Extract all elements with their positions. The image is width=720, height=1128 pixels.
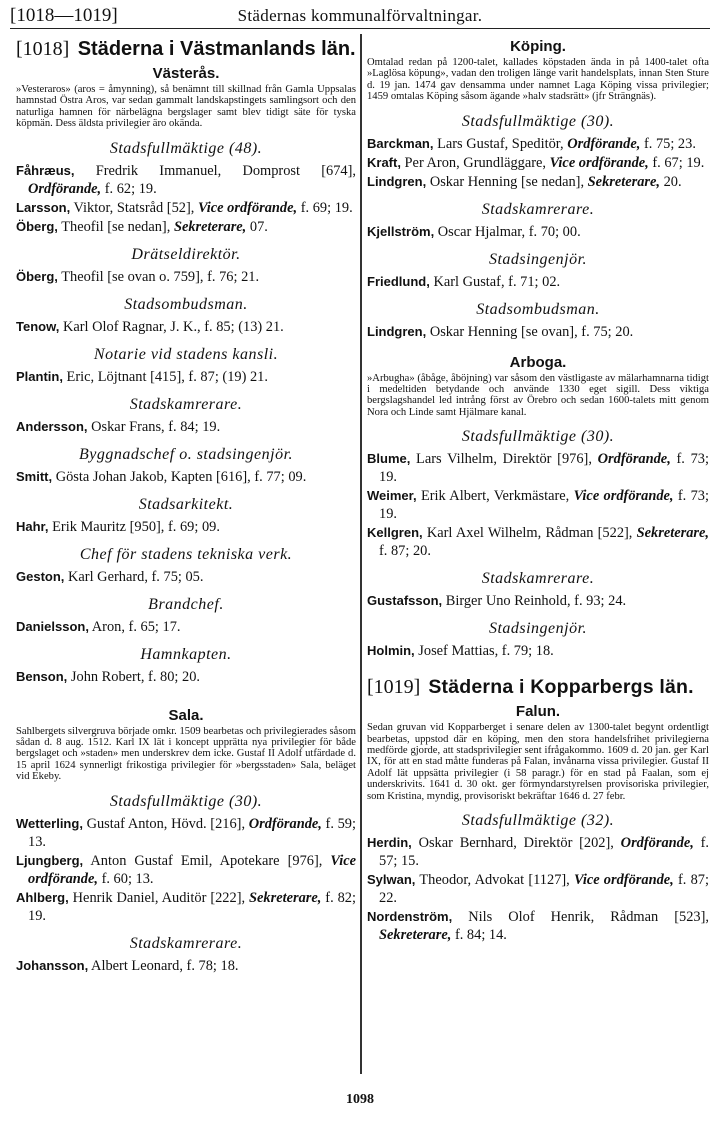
section-title: Städerna i Västmanlands län. xyxy=(77,38,356,60)
office-heading: Stadsfullmäktige (32). xyxy=(461,812,615,830)
person-entry xyxy=(367,834,709,870)
person-name: Ljungberg, xyxy=(16,852,84,868)
person-details: Theofil [se ovan o. 759], f. 76; 21. xyxy=(57,268,260,285)
person-details: Oskar Henning [se ovan], f. 75; 20. xyxy=(426,323,634,340)
person-details: Aron, f. 65; 17. xyxy=(88,618,181,635)
person-name: Lindgren, xyxy=(367,173,427,189)
person-entry xyxy=(367,273,709,291)
office-heading: Drätseldirektör. xyxy=(131,245,241,263)
person-details: Karl Axel Wilhelm, Rådman [522], xyxy=(422,525,637,542)
person-details: Erik Albert, Verkmästare, xyxy=(416,488,574,505)
office-heading: Stadsfullmäktige (30). xyxy=(461,428,615,446)
person-entry xyxy=(367,223,709,241)
city-heading: Sala. xyxy=(168,706,204,724)
person-dates: f. 62; 19. xyxy=(101,180,157,197)
office-heading: Chef för stadens tekniska verk. xyxy=(79,545,293,563)
person-details: Erik Mauritz [950], f. 69; 09. xyxy=(48,518,220,535)
page-range: [1018—1019] xyxy=(10,5,118,26)
person-entry xyxy=(16,199,356,217)
person-entry xyxy=(16,518,356,536)
person-name: Kraft, xyxy=(367,154,401,170)
office-heading: Stadskamrerare. xyxy=(129,395,243,413)
city-intro: »Vesteraros» (aros = åmynning), så benämnt till skillnad från Gamla Uppsalas hamnstad Östra Aros, var sedan gammalt landskapstingets samlingsort och den naturliga hamnen för närbelägna bergslager samt blev tidigt säte för tyska köpmän. Dess äldsta privilegier äro okända. xyxy=(16,84,356,130)
person-role: Vice ordförande, xyxy=(573,488,674,505)
person-name: Öberg, xyxy=(16,268,58,284)
person-entry xyxy=(16,318,356,336)
office-heading: Stadsfullmäktige (30). xyxy=(461,112,615,130)
person-entry xyxy=(367,487,709,523)
city-intro: »Arbugha» (åbåge, åböjning) var såsom den västligaste av mälarhamnarna tidigt i medeltiden betydande och använde 1330 eget sigill. Dess viktiga bergslagshandel led intrång först av Örebro och sedan 1600-talets mitt genom Nora och Linde samt Hjälmare kanal. xyxy=(367,372,709,418)
person-role: Ordförande, xyxy=(620,835,694,852)
person-name: Blume, xyxy=(367,451,411,467)
person-dates: f. 84; 14. xyxy=(451,927,507,944)
person-role: Sekreterare, xyxy=(587,173,661,190)
office-heading: Stadsingenjör. xyxy=(488,250,588,268)
person-name: Fåhræus, xyxy=(16,162,75,178)
person-entry xyxy=(16,668,356,686)
person-details: Nils Olof Henrik, Rådman [523], xyxy=(452,909,709,926)
person-details: Lars Gustaf, Speditör, xyxy=(433,135,568,152)
office-heading: Stadsombudsman. xyxy=(124,295,248,313)
office-heading: Stadsarkitekt. xyxy=(138,495,234,513)
person-dates: f. 73; 19. xyxy=(379,451,709,486)
person-entry xyxy=(367,908,709,944)
person-details: Theofil [se nedan], xyxy=(57,218,174,235)
person-name: Hahr, xyxy=(16,518,49,534)
left-column xyxy=(16,34,356,976)
office-heading: Stadsfullmäktige (30). xyxy=(109,792,263,810)
person-entry xyxy=(16,268,356,286)
person-details: Karl Gustaf, f. 71; 02. xyxy=(429,273,561,290)
person-entry xyxy=(16,162,356,198)
office-heading: Stadsfullmäktige (48). xyxy=(109,139,263,157)
person-name: Weimer, xyxy=(367,488,417,504)
person-dates: f. 87; 22. xyxy=(379,872,709,907)
person-name: Barckman, xyxy=(367,135,434,151)
person-name: Gustafsson, xyxy=(367,593,443,609)
person-details: Oscar Hjalmar, f. 70; 00. xyxy=(434,223,581,240)
person-entry xyxy=(367,871,709,907)
person-dates: f. 69; 19. xyxy=(297,199,353,216)
person-details: Karl Olof Ragnar, J. K., f. 85; (13) 21. xyxy=(59,318,284,335)
person-name: Herdin, xyxy=(367,835,412,851)
person-entry xyxy=(16,468,356,486)
person-details: Eric, Löjtnant [415], f. 87; (19) 21. xyxy=(62,368,268,385)
person-role: Ordförande, xyxy=(248,815,322,832)
office-heading: Byggnadschef o. stadsingenjör. xyxy=(78,445,294,463)
person-name: Smitt, xyxy=(16,468,53,484)
person-dates: f. 87; 20. xyxy=(379,543,431,560)
person-details: Anton Gustaf Emil, Apotekare [976], xyxy=(83,852,331,869)
person-entry xyxy=(16,957,356,975)
person-entry xyxy=(367,154,709,172)
person-name: Nordenström, xyxy=(367,909,453,925)
person-entry xyxy=(16,852,356,888)
city-heading: Västerås. xyxy=(152,65,220,82)
person-dates: 20. xyxy=(660,173,682,190)
person-details: John Robert, f. 80; 20. xyxy=(67,668,201,685)
city-block-arboga xyxy=(367,354,709,661)
person-name: Friedlund, xyxy=(367,273,430,289)
person-entry xyxy=(367,592,709,610)
person-dates: f. 73; 19. xyxy=(379,488,709,523)
person-role: Sekreterare, xyxy=(379,927,452,944)
city-block-koping xyxy=(367,38,709,341)
person-name: Plantin, xyxy=(16,368,63,384)
person-details: Viktor, Statsråd [52], xyxy=(70,199,198,216)
person-name: Andersson, xyxy=(16,418,88,434)
city-intro: Sedan gruvan vid Kopparberget i senare delen av 1300-talet begynt ordentligt bearbetas, uppstod där en köping, men den stora handelsfrihet privilegierna medförde gjorde, att stadsprivilegier sent ifrågakommo. 1609 d. 20 jan. ger Karl IX, för att en stad måtte funderas på Falan, invånarna vissa privilegier. Gustaf II Adolf lät uppsätta privilegier (i 58 paragr.) för en stad på Faalan, som ej underskrivits. 1641 d. 30 okt. ger förmyndarstyrelsen provisoriska privilegier, som Kristina, myndig, provisoriskt bekräftar 1646 d. 27 febr. xyxy=(367,722,709,802)
person-entry xyxy=(367,642,709,660)
person-entry xyxy=(367,173,709,191)
city-heading: Arboga. xyxy=(509,353,567,371)
city-intro: Sahlbergets silvergruva började omkr. 1509 bearbetas och privilegierades såsom sådan d. 8 aug. 1512. Karl IX lät i koncept upprätta nya privilegier för både bergslaget och »staden» men underskrev dem icke. Gustaf II Adolf utfärdade d. 15 april 1624 synnerligt frikostiga privilegier för »bergsstaden» Sala, beläget vid Ekeby. xyxy=(16,725,356,783)
person-details: Josef Mattias, f. 79; 18. xyxy=(414,643,554,660)
person-dates: f. 57; 15. xyxy=(379,835,709,870)
person-dates: f. 75; 23. xyxy=(640,135,696,152)
person-role: Vice ordförande, xyxy=(28,852,356,887)
person-details: Oskar Frans, f. 84; 19. xyxy=(87,418,221,435)
person-name: Larsson, xyxy=(16,199,71,215)
person-details: Oskar Henning [se nedan], xyxy=(426,173,588,190)
person-entry xyxy=(367,323,709,341)
city-heading: Köping. xyxy=(510,38,566,55)
person-role: Ordförande, xyxy=(597,451,671,468)
person-name: Danielsson, xyxy=(16,618,89,634)
person-name: Kjellström, xyxy=(367,223,435,239)
columns xyxy=(0,34,720,1074)
person-details: Fredrik Immanuel, Domprost [674], xyxy=(74,162,356,179)
person-role: Sekreterare, xyxy=(249,889,322,906)
office-heading: Stadsombudsman. xyxy=(476,300,600,318)
person-name: Lindgren, xyxy=(367,323,427,339)
person-details: Oskar Bernhard, Direktör [202], xyxy=(411,835,621,852)
city-intro: Omtalad redan på 1200-talet, kallades köpstaden ända in på 1400-talet ofta »Laglösa köpung», vadan den troligen länge varit handelsplats, innan Sten Sture d. 19 jan. 1474 gav densamma under namnet Laga Köping vissa privilegier; 1459 omtalas Köping såsom ägande »halv stadsrätt» (jfr Strängnäs). xyxy=(367,57,709,103)
person-role: Vice ordförande, xyxy=(549,154,649,171)
person-entry xyxy=(367,135,709,153)
city-block-falun xyxy=(367,703,709,944)
office-heading: Stadskamrerare. xyxy=(481,200,595,218)
person-entry xyxy=(367,524,709,560)
city-block-sala xyxy=(16,707,356,975)
person-details: Albert Leonard, f. 78; 18. xyxy=(88,957,239,974)
office-heading: Stadsingenjör. xyxy=(488,620,588,638)
person-entry xyxy=(16,368,356,386)
person-details: Birger Uno Reinhold, f. 93; 24. xyxy=(442,593,627,610)
person-name: Benson, xyxy=(16,668,68,684)
running-head xyxy=(10,4,710,29)
section-number: [1019] xyxy=(367,676,421,699)
person-role: Vice ordförande, xyxy=(574,872,674,889)
person-details: Gösta Johan Jakob, Kapten [616], f. 77; 09. xyxy=(52,468,307,485)
person-name: Johansson, xyxy=(16,957,89,973)
person-entry xyxy=(16,815,356,851)
person-entry xyxy=(16,568,356,586)
city-block-vasteras xyxy=(16,65,356,686)
person-details: Gustaf Anton, Hövd. [216], xyxy=(82,815,249,832)
person-entry xyxy=(16,889,356,925)
person-details: Lars Vilhelm, Direktör [976], xyxy=(410,451,598,468)
person-name: Wetterling, xyxy=(16,815,83,831)
person-role: Ordförande, xyxy=(567,135,641,152)
person-name: Geston, xyxy=(16,568,65,584)
office-heading: Brandchef. xyxy=(148,595,224,613)
person-role: Sekreterare, xyxy=(636,525,709,542)
person-name: Holmin, xyxy=(367,643,415,659)
office-heading: Stadskamrerare. xyxy=(481,570,595,588)
city-heading: Falun. xyxy=(515,703,561,721)
person-name: Kellgren, xyxy=(367,525,423,541)
page-number: 1098 xyxy=(346,1092,374,1107)
person-entry xyxy=(16,618,356,636)
section-number: [1018] xyxy=(16,38,70,60)
person-entry xyxy=(16,418,356,436)
person-dates: f. 67; 19. xyxy=(648,154,705,171)
section-heading-1018 xyxy=(16,38,356,61)
person-role: Vice ordförande, xyxy=(197,199,298,216)
person-name: Ahlberg, xyxy=(16,889,69,905)
office-heading: Hamnkapten. xyxy=(140,645,232,663)
section-title: Städerna i Kopparbergs län. xyxy=(428,676,694,699)
person-role: Ordförande, xyxy=(28,180,102,197)
person-entry xyxy=(16,218,356,236)
person-role: Sekreterare, xyxy=(173,218,247,235)
person-entry xyxy=(367,450,709,486)
running-title: Städernas kommunalförvaltningar. xyxy=(237,6,483,25)
person-details: Henrik Daniel, Auditör [222], xyxy=(68,889,250,906)
person-dates: f. 60; 13. xyxy=(97,870,154,887)
person-dates: 07. xyxy=(246,218,268,235)
section-heading-1019 xyxy=(367,676,709,699)
person-details: Per Aron, Grundläggare, xyxy=(400,154,550,171)
person-dates: f. 59; 13. xyxy=(28,815,356,850)
office-heading: Stadskamrerare. xyxy=(129,934,243,952)
office-heading: Notarie vid stadens kansli. xyxy=(93,345,279,363)
person-name: Sylwan, xyxy=(367,872,416,888)
person-name: Tenow, xyxy=(16,318,60,334)
right-column xyxy=(367,34,709,945)
person-name: Öberg, xyxy=(16,218,58,234)
person-details: Theodor, Advokat [1127], xyxy=(415,872,575,889)
person-details: Karl Gerhard, f. 75; 05. xyxy=(64,568,204,585)
person-dates: f. 82; 19. xyxy=(28,889,356,924)
